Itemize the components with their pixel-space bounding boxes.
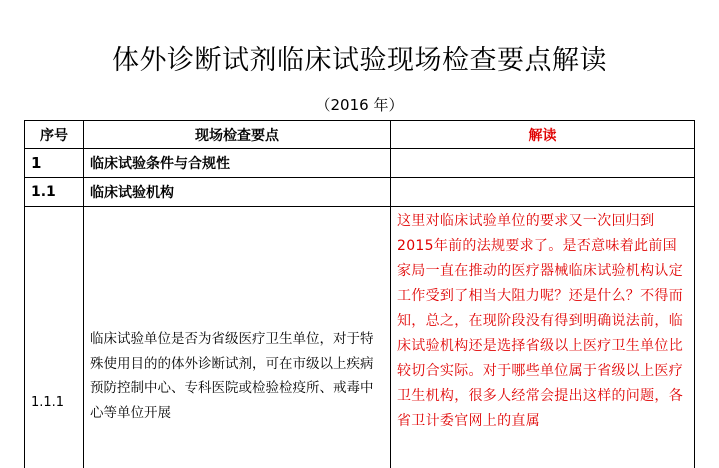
header-number: 序号	[25, 121, 84, 149]
row-point: 临床试验条件与合规性	[84, 149, 391, 178]
document-subtitle: （2016 年）	[315, 96, 404, 114]
document-title: 体外诊断试剂临床试验现场检查要点解读	[112, 45, 607, 76]
row-interpretation	[391, 149, 695, 178]
row-interpretation	[391, 178, 695, 207]
table-header-row	[25, 121, 695, 149]
table-row	[25, 178, 695, 207]
row-interpretation: 这里对临床试验单位的要求又一次回归到2015年前的法规要求了。是否意味着此前国家局一直在推动的医疗器械临床试验机构认定工作受到了相当大阻力呢？还是什么？不得而知，总之，在现阶段没有得到明确说法前，临床试验机构还是选择省级以上医疗卫生单位比较切合实际。对于哪些单位属于省级以上医疗卫生机构，很多人经常会提出这样的问题，各省卫计委官网上的直属	[391, 207, 695, 468]
row-point: 临床试验单位是否为省级医疗卫生单位，对于特殊使用目的的体外诊断试剂，可在市级以上疾病预防控制中心、专科医院或检验检疫所、戒毒中心等单位开展	[84, 207, 391, 468]
row-point: 临床试验机构	[84, 178, 391, 207]
table-row	[25, 207, 695, 468]
inspection-points-table	[24, 120, 695, 468]
header-interpretation: 解读	[391, 121, 695, 149]
row-number: 1.1.1	[25, 207, 84, 468]
row-number: 1.1	[25, 178, 84, 207]
row-number: 1	[25, 149, 84, 178]
header-point: 现场检查要点	[84, 121, 391, 149]
table-row	[25, 149, 695, 178]
